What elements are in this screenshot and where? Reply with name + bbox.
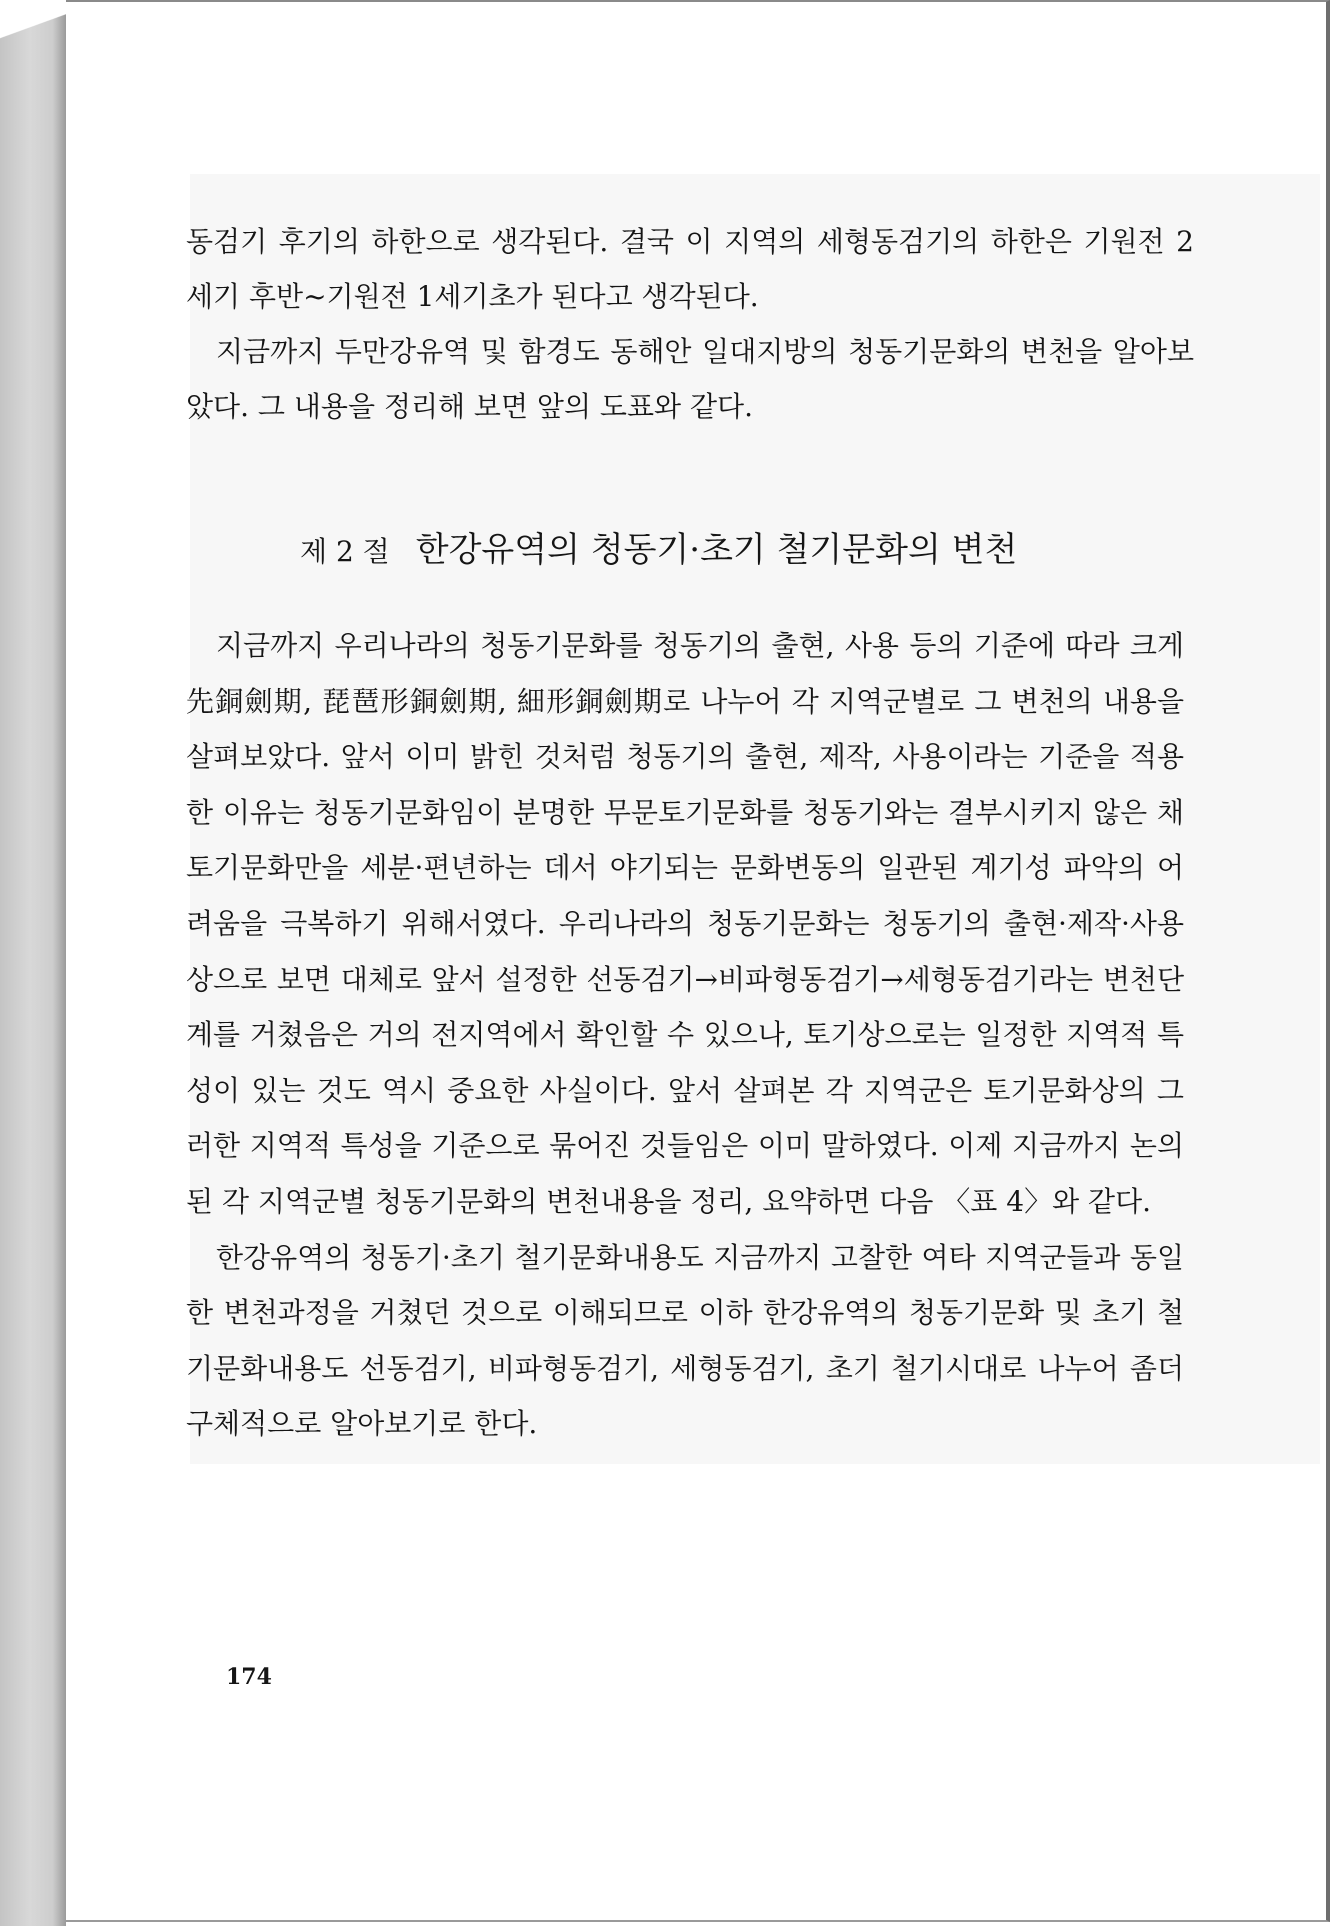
intro-text xyxy=(186,214,1194,434)
spine-corner xyxy=(0,0,66,60)
section-number: 제 2 절 xyxy=(300,535,390,568)
body-paragraph-1: 지금까지 우리나라의 청동기문화를 청동기의 출현, 사용 등의 기준에 따라 크게 先銅劍期, 琵琶形銅劍期, 細形銅劍期로 나누어 각 지역군별로 그 변천의 내용을 살펴보았다. 앞서 이미 밝힌 것처럼 청동기의 출현, 제작, 사용이라는 기준을 적용한 이유는 청동기문화임이 분명한 무문토기문화를 청동기와는 결부시키지 않은 채 토기문화만을 세분·편년하는 데서 야기되는 문화변동의 일관된 계기성 파악의 어려움을 극복하기 위해서였다. 우리나라의 청동기문화는 청동기의 출현·제작·사용상으로 보면 대체로 앞서 설정한 선동검기→비파형동검기→세형동검기라는 변천단계를 거쳤음은 거의 전지역에서 확인할 수 있으나, 토기상으로는 일정한 지역적 특성이 있는 것도 역시 중요한 사실이다. 앞서 살펴본 각 지역군은 토기문화상의 그러한 지역적 특성을 기준으로 묶어진 것들임은 이미 말하였다. 이제 지금까지 논의된 각 지역군별 청동기문화의 변천내용을 정리, 요약하면 다음 〈표 4〉와 같다. xyxy=(186,629,1184,1218)
section-title: 한강유역의 청동기·초기 철기문화의 변천 xyxy=(415,530,1018,570)
body-paragraph-2: 한강유역의 청동기·초기 철기문화내용도 지금까지 고찰한 여타 지역군들과 동일한 변천과정을 거쳤던 것으로 이해되므로 이하 한강유역의 청동기문화 및 초기 철기문화내용도 선동검기, 비파형동검기, 세형동검기, 초기 철기시대로 나누어 좀더 구체적으로 알아보기로 한다. xyxy=(186,1240,1184,1441)
page-number: 174 xyxy=(226,1664,272,1690)
intro-paragraph-2: 지금까지 두만강유역 및 함경도 동해안 일대지방의 청동기문화의 변천을 알아보았다. 그 내용을 정리해 보면 앞의 도표와 같다. xyxy=(186,335,1194,423)
intro-paragraph-1: 동검기 후기의 하한으로 생각된다. 결국 이 지역의 세형동검기의 하한은 기원전 2세기 후반~기원전 1세기초가 된다고 생각된다. xyxy=(186,225,1194,313)
book-spine-edge xyxy=(0,0,66,1926)
section-heading xyxy=(300,522,1100,571)
body-text xyxy=(186,618,1184,1452)
